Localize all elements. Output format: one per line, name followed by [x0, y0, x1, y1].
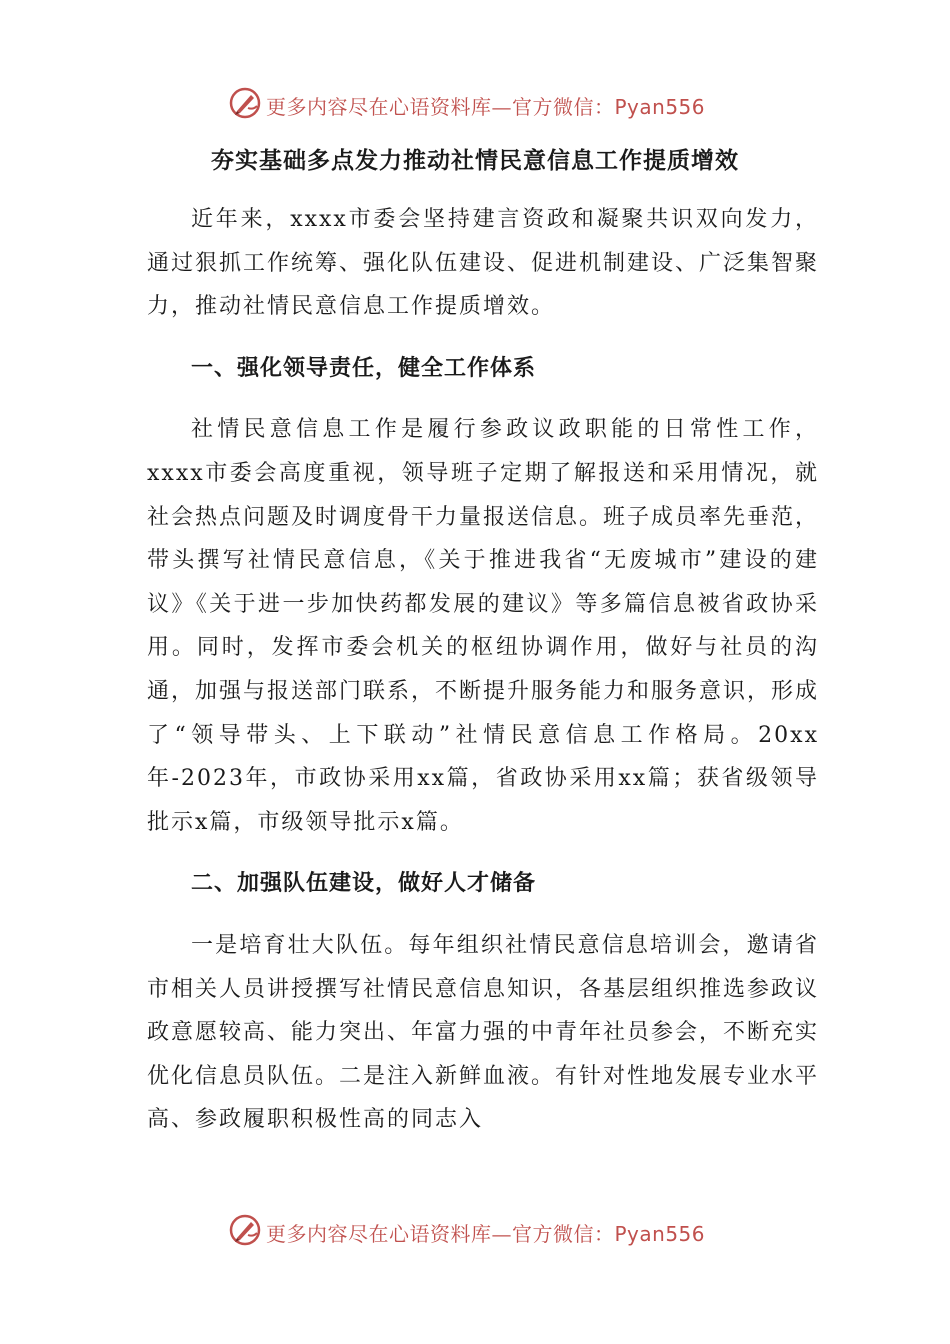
- pen-logo-icon: [228, 86, 262, 120]
- watermark-footer: [0, 1211, 950, 1251]
- section-1-paragraph: 社情民意信息工作是履行参政议政职能的日常性工作，xxxx市委会高度重视，领导班子定期了解报送和采用情况，就社会热点问题及时调度骨干力量报送信息。班子成员率先垂范，带头撰写社情民意信息，《关于推进我省“无废城市”建设的建议》《关于进一步加快药都发展的建议》等多篇信息被省政协采用。同时，发挥市委会机关的枢纽协调作用，做好与社员的沟通，加强与报送部门联系，不断提升服务能力和服务意识，形成了“领导带头、上下联动”社情民意信息工作格局。20xx年-2023年，市政协采用xx篇，省政协采用xx篇；获省级领导批示x篇，市级领导批示x篇。: [147, 417, 820, 835]
- intro-paragraph: 近年来，xxxx市委会坚持建言资政和凝聚共识双向发力，通过狠抓工作统筹、强化队伍建设、促进机制建设、广泛集智聚力，推动社情民意信息工作提质增效。: [147, 207, 820, 320]
- section-heading-2: 二、加强队伍建设，做好人才储备: [191, 871, 537, 897]
- pen-logo-icon: [228, 1213, 262, 1247]
- watermark-text: 更多内容尽在心语资料库—官方微信：Pyan556: [266, 1222, 706, 1246]
- document-body: [147, 198, 819, 1142]
- watermark-text: 更多内容尽在心语资料库—官方微信：Pyan556: [266, 95, 706, 119]
- document-title: 夯实基础多点发力推动社情民意信息工作提质增效: [211, 147, 739, 174]
- section-2-paragraph: 一是培育壮大队伍。每年组织社情民意信息培训会，邀请省市相关人员讲授撰写社情民意信息知识，各基层组织推选参政议政意愿较高、能力突出、年富力强的中青年社员参会，不断充实优化信息员队伍。二是注入新鲜血液。有针对性地发展专业水平高、参政履职积极性高的同志入: [147, 932, 820, 1133]
- watermark-header: [0, 84, 950, 124]
- section-heading-1: 一、强化领导责任，健全工作体系: [191, 355, 537, 381]
